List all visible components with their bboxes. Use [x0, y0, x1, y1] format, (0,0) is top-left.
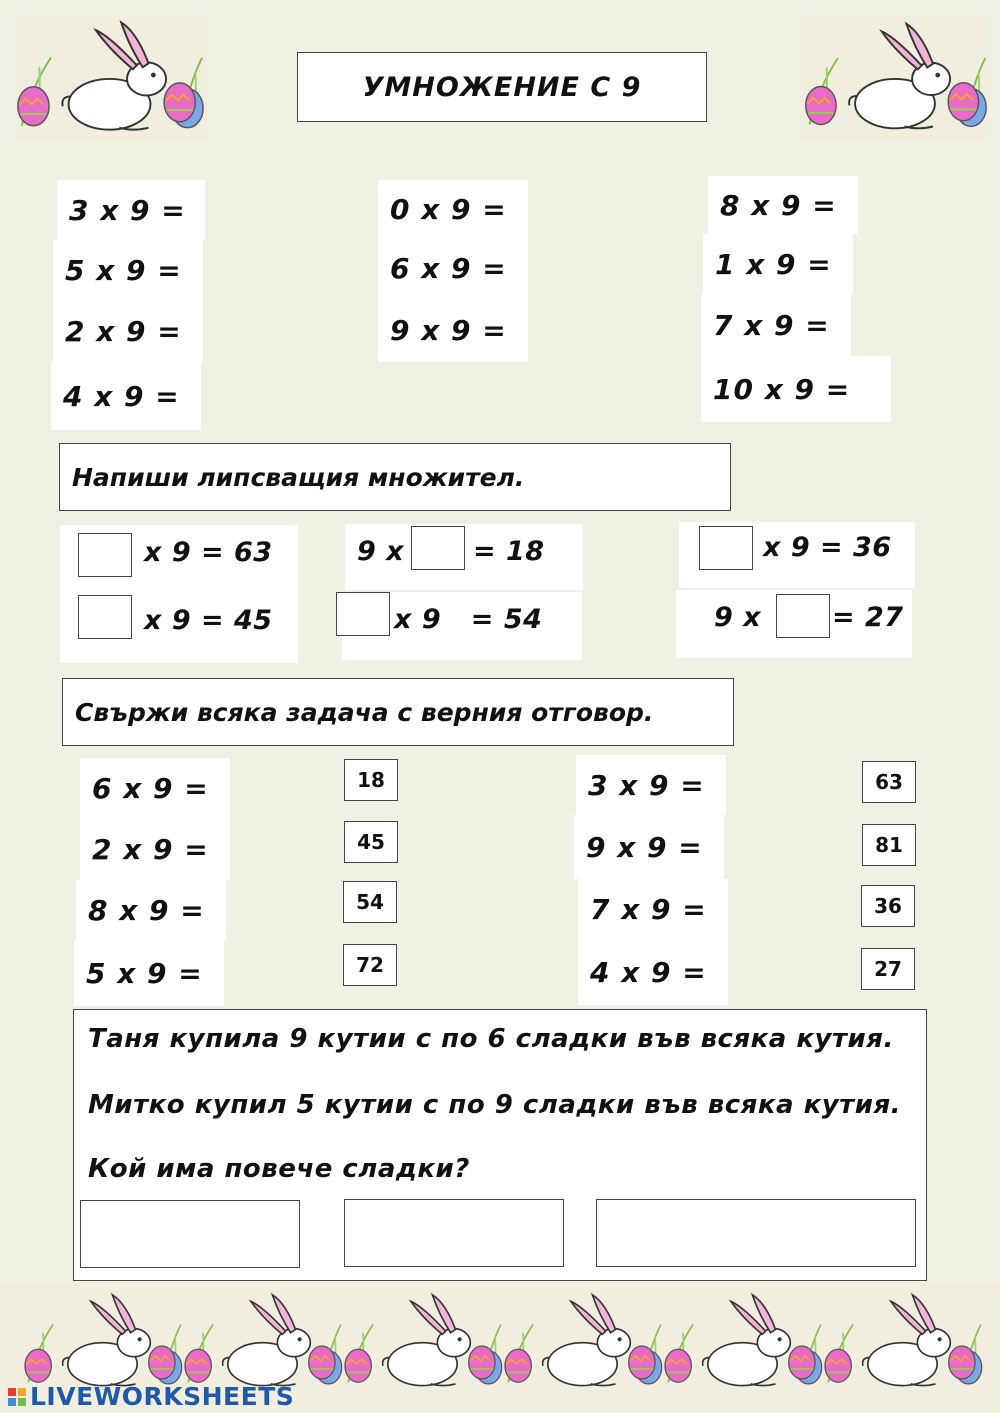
match-task[interactable]: 6 x 9 =: [80, 758, 230, 818]
match-task[interactable]: 8 x 9 =: [76, 880, 226, 940]
match-task[interactable]: 4 x 9 =: [578, 939, 728, 1005]
drill-equation: 1 x 9 =: [703, 234, 853, 294]
matching-instruction: Свържи всяка задача с верния отговор.: [62, 678, 734, 746]
answer-input-box[interactable]: [78, 533, 132, 577]
top-left-decoration: [12, 12, 207, 142]
drill-equation: 3 x 9 =: [57, 180, 205, 240]
match-answer[interactable]: 18: [344, 759, 398, 801]
answer-input-2[interactable]: [344, 1199, 564, 1267]
match-answer[interactable]: 36: [861, 885, 915, 927]
problem-line: Таня купила 9 кутии с по 6 сладки във всяка кутия.: [88, 1024, 894, 1054]
match-answer[interactable]: 45: [344, 821, 398, 863]
missing-factor-item: [679, 522, 915, 588]
match-answer[interactable]: 63: [862, 761, 916, 803]
equation-tail: x 9 = 36: [763, 532, 892, 563]
match-answer[interactable]: 72: [343, 944, 397, 986]
top-right-decoration: [800, 12, 990, 142]
equation-head: 9 x: [714, 602, 762, 633]
missing-factor-instruction: Напиши липсващия множител.: [59, 443, 731, 511]
bunny-with-easter-eggs-icon: [660, 1282, 825, 1400]
word-problem: [73, 1009, 927, 1281]
equation-head: 9 x: [357, 536, 405, 567]
bunny-with-easter-eggs-icon: [820, 1282, 985, 1400]
bunny-with-easter-eggs-icon: [800, 12, 990, 142]
match-task[interactable]: 3 x 9 =: [576, 755, 726, 815]
drill-equation: 4 x 9 =: [51, 362, 201, 430]
logo-icon: [8, 1388, 26, 1406]
equation-tail: = 18: [473, 536, 545, 567]
equation-tail: x 9 = 54: [394, 604, 543, 635]
missing-factor-item: [345, 524, 583, 590]
missing-factor-item: [60, 591, 298, 663]
match-task[interactable]: 2 x 9 =: [80, 818, 230, 880]
drill-equation: 2 x 9 =: [53, 300, 203, 362]
drill-equation: 10 x 9 =: [701, 356, 891, 422]
equation-tail: x 9 = 63: [144, 537, 273, 568]
bunny-with-easter-eggs-icon: [500, 1282, 665, 1400]
equation-tail: x 9 = 45: [144, 605, 273, 636]
answer-input-3[interactable]: [596, 1199, 916, 1267]
liveworksheets-logo[interactable]: [8, 1382, 294, 1411]
missing-factor-item: [676, 590, 912, 658]
match-task[interactable]: 9 x 9 =: [574, 815, 724, 879]
answer-input-box[interactable]: [411, 526, 465, 570]
bunny-with-easter-eggs-icon: [12, 12, 207, 142]
match-task[interactable]: 7 x 9 =: [578, 879, 728, 939]
missing-factor-item: [342, 592, 582, 660]
answer-input-1[interactable]: [80, 1200, 300, 1268]
logo-text: LIVEWORKSHEETS: [30, 1382, 295, 1411]
drill-equation: 9 x 9 =: [378, 298, 528, 362]
drill-equation: 8 x 9 =: [708, 176, 858, 234]
match-answer[interactable]: 54: [343, 881, 397, 923]
answer-input-box[interactable]: [699, 526, 753, 570]
missing-factor-item: [60, 525, 298, 591]
problem-question: Кой има повече сладки?: [88, 1154, 470, 1184]
bunny-with-easter-eggs-icon: [340, 1282, 505, 1400]
drill-equation: 7 x 9 =: [701, 294, 851, 356]
answer-input-box[interactable]: [78, 595, 132, 639]
answer-input-box[interactable]: [336, 592, 390, 636]
match-task[interactable]: 5 x 9 =: [74, 940, 224, 1006]
drill-equation: 5 x 9 =: [53, 240, 203, 300]
problem-line: Митко купил 5 кутии с по 9 сладки във всяка кутия.: [88, 1090, 902, 1120]
match-answer[interactable]: 27: [861, 948, 915, 990]
drill-equation: 6 x 9 =: [378, 238, 528, 298]
answer-input-box[interactable]: [776, 594, 830, 638]
equation-tail: = 27: [832, 602, 904, 633]
match-answer[interactable]: 81: [862, 824, 916, 866]
drill-equation: 0 x 9 =: [378, 180, 528, 238]
page-title: УМНОЖЕНИЕ С 9: [297, 52, 707, 122]
